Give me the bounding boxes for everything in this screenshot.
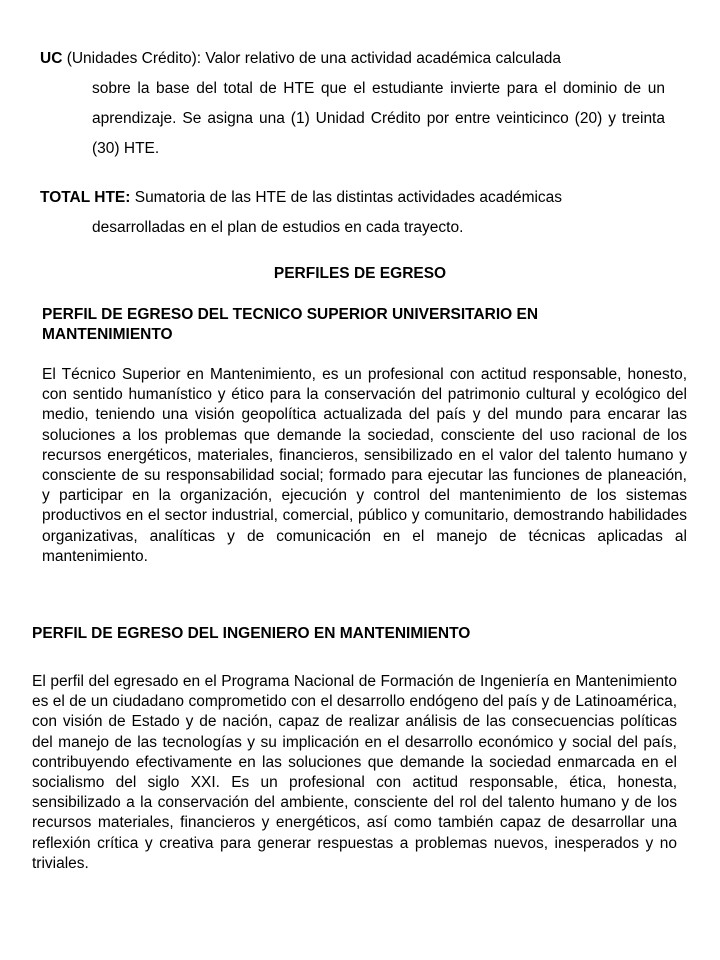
definition-body: desarrolladas en el plan de estudios en cada trayecto. xyxy=(92,219,464,236)
definition-first-line: (Unidades Crédito): Valor relativo de una actividad académica calculada xyxy=(62,50,561,67)
definition-total-hte xyxy=(40,183,665,243)
definition-uc xyxy=(40,44,665,164)
paragraph-ingeniero: El perfil del egresado en el Programa Nacional de Formación de Ingeniería en Mantenimiento es el de un ciudadano comprometido con el desarrollo endógeno del país y de Latinoamérica, con visión de Estado y de nación, capaz de realizar análisis de las consecuencias políticas del manejo de las tecnologías y su implicación en el desarrollo económico y social del país, contribuyendo efectivamente en las soluciones que demande la sociedad enmarcada en el socialismo del siglo XXI. Es un profesional con actitud responsable, ética, honesta, sensibilizado a la conservación del ambiente, consciente del rol del talento humano y de los recursos materiales, financieros y energéticos, así como también capaz de desarrollar una reflexión crítica y creativa para generar respuestas a problemas nuevos, inesperados y no triviales. xyxy=(32,673,677,872)
definition-body: sobre la base del total de HTE que el estudiante invierte para el dominio de un aprendizaje. Se asigna una (1) Unidad Crédito por entre veinticinco (20) y treinta (30) HTE. xyxy=(92,80,665,157)
paragraph-tsu: El Técnico Superior en Mantenimiento, es un profesional con actitud responsable, honesto, con sentido humanístico y ético para la conservación del patrimonio cultural y ecológico del medio, teniendo una visión geopolítica actualizada del país y del mundo para encarar las soluciones a los problemas que demande la sociedad, consciente del uso racional de los recursos energéticos, materiales, financieros, sensibilizado en el valor del talento humano y consciente de su responsabilidad social; formado para ejecutar las funciones de planeación, y participar en la organización, ejecución y control del mantenimiento de los sistemas productivos en el sector industrial, comercial, público y comunitario, demostrando habilidades organizativas, analíticas y de comunicación en el manejo de técnicas aplicadas al mantenimiento. xyxy=(42,366,687,565)
section-title-tsu: PERFIL DE EGRESO DEL TECNICO SUPERIOR UNIVERSITARIO EN MANTENIMIENTO xyxy=(42,306,539,343)
definition-first-line: Sumatoria de las HTE de las distintas actividades académicas xyxy=(130,189,563,206)
main-title: PERFILES DE EGRESO xyxy=(273,265,447,282)
section-title-ingeniero: PERFIL DE EGRESO DEL INGENIERO EN MANTENIMIENTO xyxy=(32,625,471,642)
definition-term: TOTAL HTE: xyxy=(40,189,131,206)
definition-term: UC xyxy=(40,50,63,67)
